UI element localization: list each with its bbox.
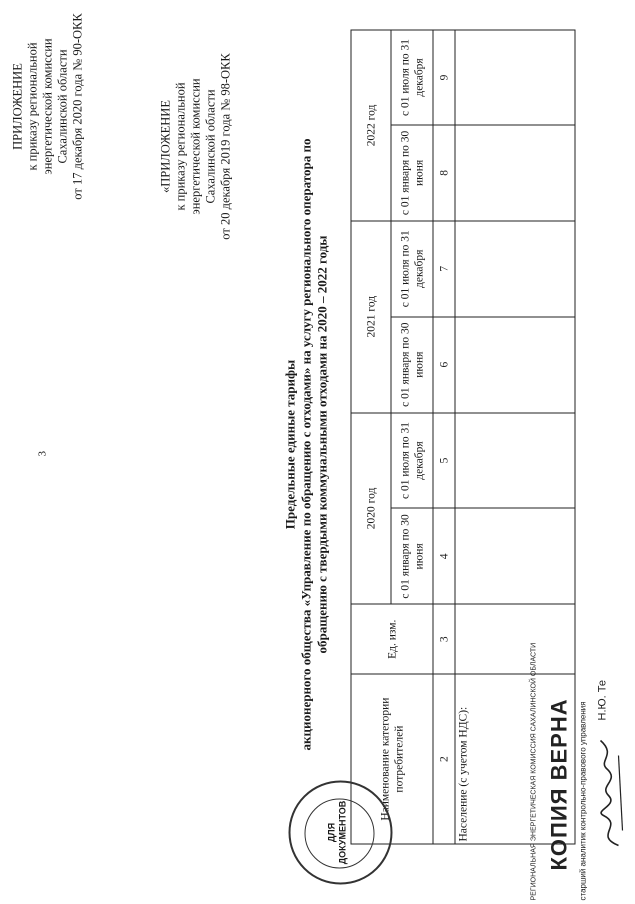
header-period: с 01 июля по 31 декабря xyxy=(391,220,433,316)
copy-certified-stamp xyxy=(526,600,632,900)
handwritten-signature xyxy=(588,730,628,850)
header-year: 2020 год xyxy=(351,412,391,604)
round-seal-stamp xyxy=(288,780,392,884)
header-period: с 01 июля по 31 декабря xyxy=(391,412,433,508)
table-cell xyxy=(455,316,575,412)
table-cell xyxy=(455,30,575,125)
page-number: 3 xyxy=(36,450,48,456)
appendix-current-line: Сахалинской области xyxy=(55,48,69,164)
seal-center-line: ДЛЯ xyxy=(326,822,336,842)
header-year: 2022 год xyxy=(351,30,391,221)
appendix-current-line: от 17 декабря 2020 года № 90-ОКК xyxy=(70,12,84,200)
header-period: с 01 июля по 31 декабря xyxy=(391,30,433,125)
table-cell xyxy=(455,124,575,220)
table-cell xyxy=(455,412,575,508)
appendix-previous xyxy=(158,6,233,286)
appendix-previous-line: энергетической комиссии xyxy=(188,77,202,215)
col-number: 3 xyxy=(433,604,455,674)
seal-center-text xyxy=(326,782,348,882)
document-title xyxy=(282,44,330,844)
appendix-previous-line: от 20 декабря 2019 года № 98-ОКК xyxy=(218,52,232,240)
header-category: Наименование категории потребителей xyxy=(351,674,433,844)
row-population-label: Население (с учетом НДС): xyxy=(455,674,575,844)
copy-stamp-org: РЕГИОНАЛЬНАЯ ЭНЕРГЕТИЧЕСКАЯ КОМИССИЯ САХАЛИНСКОЙ ОБЛАСТИ xyxy=(530,642,537,900)
appendix-current-line: энергетической комиссии xyxy=(40,37,54,175)
table-header-row-years xyxy=(351,30,391,844)
seal-center-line: ДОКУМЕНТОВ xyxy=(337,800,347,864)
table-cell xyxy=(455,220,575,316)
col-number: 2 xyxy=(433,674,455,844)
header-period: с 01 января по 30 июня xyxy=(391,508,433,604)
col-number: 6 xyxy=(433,316,455,412)
table-number-row xyxy=(433,30,455,844)
col-number: 4 xyxy=(433,508,455,604)
appendix-current-line: к приказу региональной xyxy=(25,41,39,171)
col-number: 5 xyxy=(433,412,455,508)
appendix-previous-heading: «ПРИЛОЖЕНИЕ xyxy=(158,99,172,193)
title-line: акционерного общества «Управление по обращению с отходами» на услугу регионального оператора по xyxy=(298,138,313,751)
title-line: обращению с твердыми коммунальными отходами на 2020 – 2022 годы xyxy=(314,235,329,653)
appendix-previous-line: Сахалинской области xyxy=(203,88,217,204)
appendix-current xyxy=(10,6,85,206)
title-line: Предельные единые тарифы xyxy=(282,359,297,529)
col-number: 8 xyxy=(433,124,455,220)
appendix-current-heading: ПРИЛОЖЕНИЕ xyxy=(10,62,24,150)
copy-stamp-main: КОПИЯ ВЕРНА xyxy=(546,697,571,870)
appendix-previous-line: к приказу региональной xyxy=(173,81,187,211)
col-number: 7 xyxy=(433,220,455,316)
col-number: 9 xyxy=(433,30,455,125)
copy-stamp-position: старший аналитик контрольно-правового управления xyxy=(578,700,587,900)
header-period: с 01 января по 30 июня xyxy=(391,316,433,412)
copy-stamp-name: Н.Ю. Те xyxy=(596,679,608,720)
header-year: 2021 год xyxy=(351,220,391,412)
header-period: с 01 января по 30 июня xyxy=(391,124,433,220)
header-unit: Ед. изм. xyxy=(351,604,433,674)
table-cell xyxy=(455,508,575,604)
